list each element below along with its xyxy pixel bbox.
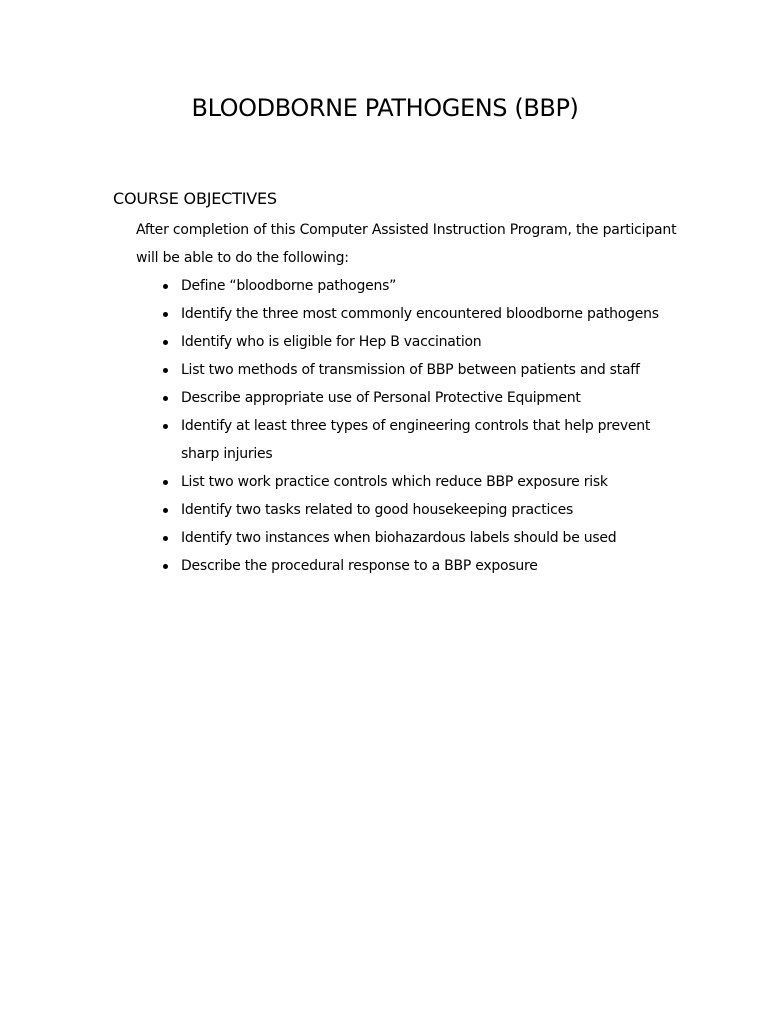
objective-text: Identify two tasks related to good housekeeping practices [181,502,573,518]
objective-text: List two work practice controls which reduce BBP exposure risk [181,474,608,490]
objective-item [136,412,676,468]
objective-text: Identify the three most commonly encountered bloodborne pathogens [181,306,659,322]
objectives-list [136,272,676,580]
intro-paragraph: After completion of this Computer Assisted Instruction Program, the participant will be able to do the following: [136,222,677,266]
objective-text: Describe appropriate use of Personal Protective Equipment [181,390,581,406]
objective-item [136,496,676,524]
objective-item [136,328,676,356]
objective-text: Identify who is eligible for Hep B vaccination [181,334,482,350]
objective-text: List two methods of transmission of BBP between patients and staff [181,362,640,378]
objective-item [136,468,676,496]
objective-text: Identify at least three types of engineering controls that help prevent sharp injuries [181,418,651,462]
objective-text: Identify two instances when biohazardous labels should be used [181,530,617,546]
objective-item [136,356,676,384]
objective-text: Describe the procedural response to a BBP exposure [181,558,538,574]
objective-item [136,272,676,300]
section-heading-course-objectives: COURSE OBJECTIVES [113,189,277,208]
objective-item [136,552,676,580]
document-title: BLOODBORNE PATHOGENS (BBP) [191,94,579,122]
objective-item [136,300,676,328]
objective-item [136,384,676,412]
objective-item [136,524,676,552]
objective-text: Define “bloodborne pathogens” [181,278,397,294]
